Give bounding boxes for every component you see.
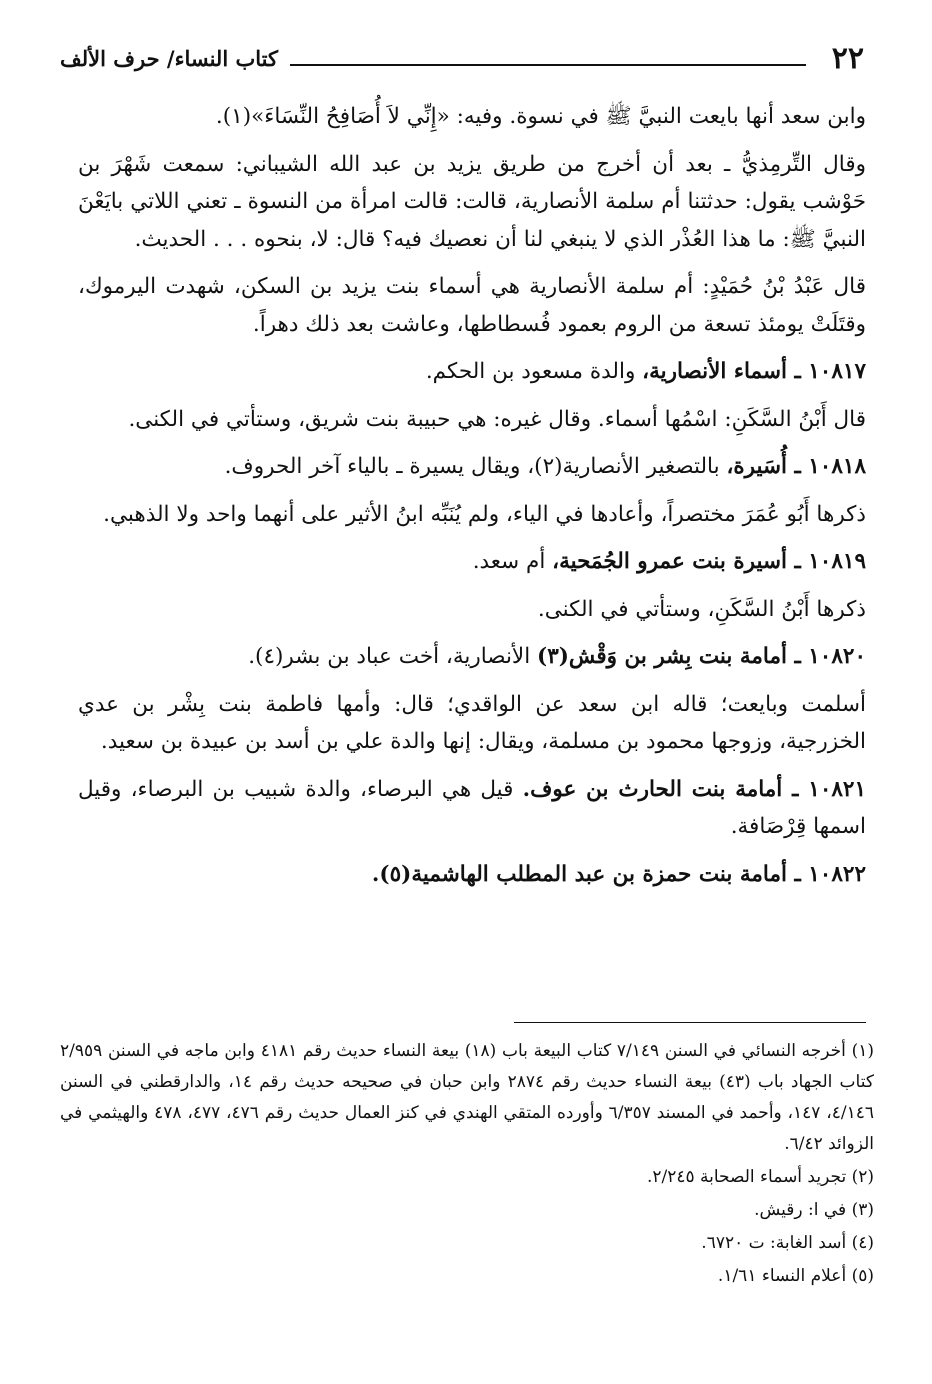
entry-paragraph: ١٠٨١٨ ـ أُسَيرة، بالتصغير الأنصارية(٢)، ويقال يسيرة ـ بالياء آخر الحروف. <box>224 454 866 479</box>
footnote: (٣) في ا: رقيش. <box>754 1200 874 1220</box>
entry-paragraph: ١٠٨١٩ ـ أسيرة بنت عمرو الجُمَحية، أم سعد. <box>472 549 866 574</box>
entry-heading: ١٠٨٢١ ـ أمامة بنت الحارث بن عوف. <box>522 776 867 802</box>
paragraph: قال عَبْدُ بْنُ حُمَيْدٍ: أم سلمة الأنصارية هي أسماء بنت يزيد بن السكن، شهدت اليرموك، وقتَلَتْ يومئذ تسعة من الروم بعمود فُسطاطها، وعاشت بعد ذلك دهراً. <box>78 274 866 337</box>
paragraph: ذكرها أَبُو عُمَرَ مختصراً، وأعادها في الياء، ولم يُنَبِّه ابنُ الأثير على أنهما واحد ولا الذهبي. <box>103 501 866 527</box>
entry-paragraph: ١٠٨٢١ ـ أمامة بنت الحارث بن عوف. قيل هي البرصاء، والدة شبيب بن البرصاء، وقيل اسمها قِرْصَافة. <box>78 776 867 839</box>
entry-heading: ١٠٨٢٠ ـ أمامة بنت بِشر بن وَقْش(٣) <box>537 644 866 669</box>
paragraph: أسلمت وبايعت؛ قاله ابن سعد عن الواقدي؛ قال: وأمها فاطمة بنت بِشْر بن عدي الخزرجية، وزوجها محمود بن مسلمة، ويقال: إنها والدة علي بن أسد بن عبيدة بن سعيد. <box>78 691 866 754</box>
entry-heading: ١٠٨٢٢ ـ أمامة بنت حمزة بن عبد المطلب الهاشمية(٥). <box>371 861 866 887</box>
footnotes <box>60 1036 874 1294</box>
page-header <box>60 38 864 78</box>
footnote-rule <box>514 1022 866 1023</box>
page-number: ٢٢ <box>831 40 864 76</box>
header-rule <box>290 64 806 66</box>
entry-heading: ١٠٨١٧ ـ أسماء الأنصارية، <box>642 359 866 384</box>
entry-paragraph: ١٠٨١٧ ـ أسماء الأنصارية، والدة مسعود بن الحكم. <box>425 359 866 384</box>
footnote: (١) أخرجه النسائي في السنن ٧/١٤٩ كتاب البيعة باب (١٨) بيعة النساء حديث رقم ٤١٨١ وابن ماجه في السنن ٢/٩٥٩ كتاب الجهاد باب (٤٣) بيعة النساء حديث رقم ٢٨٧٤ وابن حبان في صحيحه حديث رقم ١٤، والدارقطني في السنن ٤/١٤٦، ١٤٧، وأحمد في المسند ٦/٣٥٧ وأورده المتقي الهندي في كنز العمال حديث رقم ٤٧٦، ٤٧٧، ٤٧٨ والهيثمي في الزوائد ٦/٤٢. <box>60 1041 875 1154</box>
paragraph: قال أَبْنُ السَّكَنِ: اسْمُها أسماء. وقال غيره: هي حبيبة بنت شريق، وستأتي في الكنى. <box>128 406 866 432</box>
paragraph: ذكرها أَبْنُ السَّكَنِ، وستأتي في الكنى. <box>537 596 866 622</box>
paragraph: وابن سعد أنها بايعت النبيَّ ﷺ في نسوة. وفيه: «إِنِّي لاَ أُصَافِحُ النِّسَاءَ»(١). <box>215 104 866 129</box>
entry-paragraph: ١٠٨٢٠ ـ أمامة بنت بِشر بن وَقْش(٣) الأنصارية، أخت عباد بن بشر(٤). <box>248 644 866 669</box>
footnote: (٤) أسد الغابة: ت ٦٧٢٠. <box>701 1233 874 1253</box>
entry-paragraph <box>78 856 866 894</box>
footnote: (٥) أعلام النساء ١/٦١. <box>717 1266 874 1286</box>
running-title: كتاب النساء/ حرف الألف <box>60 45 278 71</box>
paragraph: وقال التِّرمِذيُّ ـ بعد أن أخرج من طريق يزيد بن عبد الله الشيباني: سمعت شَهْرَ بن حَوْشب يقول: حدثتنا أم سلمة الأنصارية، قالت: قالت امرأة من النسوة ـ تعني اللاتي بايَعْنَ النبيَّ ﷺ: ما هذا العُذْر الذي لا ينبغي لنا أن نعصيك فيه؟ قال: لا، بنحوه . . . الحديث. <box>78 151 866 252</box>
footnote: (٢) تجريد أسماء الصحابة ٢/٢٤٥. <box>646 1167 874 1187</box>
entry-heading: ١٠٨١٨ ـ أُسَيرة، <box>726 454 866 479</box>
entry-heading: ١٠٨١٩ ـ أسيرة بنت عمرو الجُمَحية، <box>552 549 866 574</box>
main-text <box>78 98 866 903</box>
